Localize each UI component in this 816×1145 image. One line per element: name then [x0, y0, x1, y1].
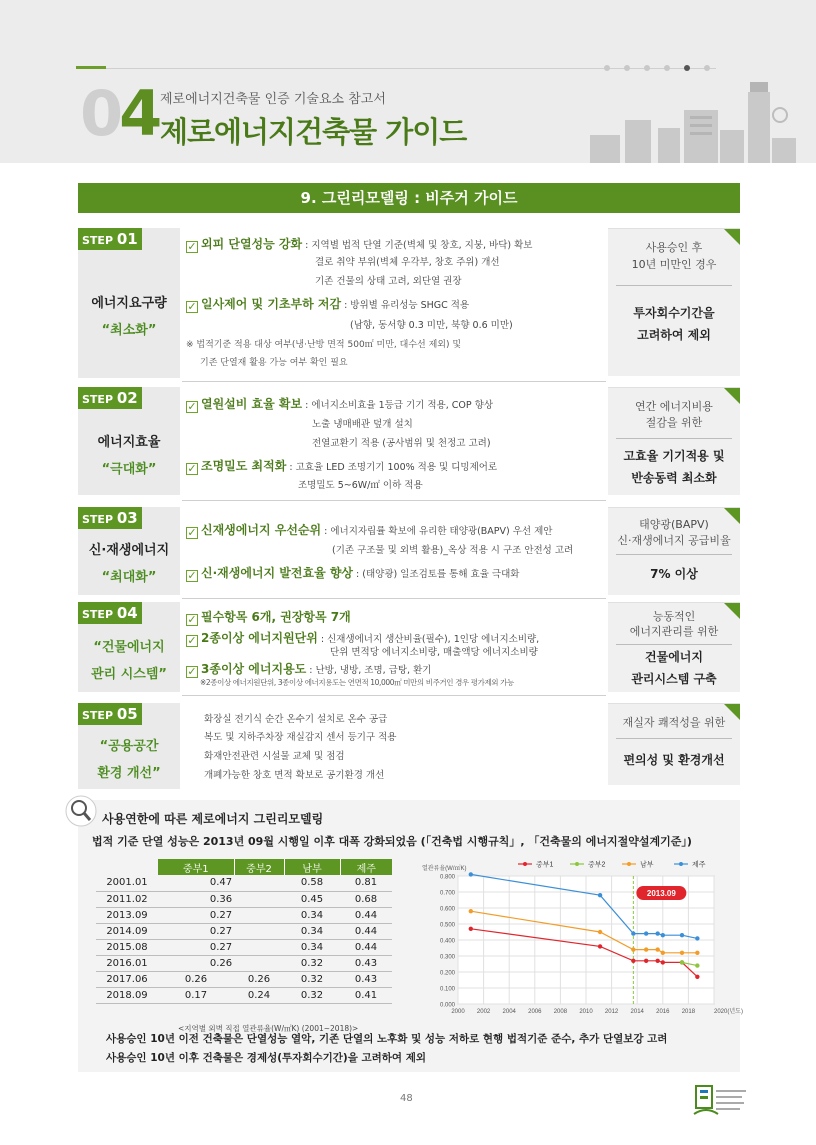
header-accent: [76, 66, 106, 69]
data-point: [661, 951, 665, 955]
table-row: 2017.06 0.26 0.26 0.32 0.43: [96, 971, 392, 987]
step-item-detail: (남향, 동서향 0.3 미만, 북향 0.6 미만): [350, 320, 513, 331]
step-item-detail: 화재안전관련 시설물 교체 및 점검: [204, 751, 345, 762]
data-point: [631, 947, 635, 951]
table-row: 2015.08 0.27 0.34 0.44: [96, 939, 392, 955]
data-point: [680, 960, 684, 964]
step-tag: STEP 05: [78, 703, 142, 725]
nav-dot: [644, 65, 650, 71]
nav-dot: [664, 65, 670, 71]
data-point: [644, 947, 648, 951]
x-tick-label: 2012: [604, 1009, 619, 1015]
table-row: 2001.01 0.47 0.58 0.81: [96, 875, 392, 891]
x-tick-label: 2008: [553, 1009, 568, 1015]
conclusion-text: 사용승인 10년 이후 건축물은 경제성(투자회수기간)을 고려하여 제외: [106, 1052, 427, 1064]
data-point: [598, 893, 602, 897]
x-tick-label: 2010: [579, 1009, 593, 1015]
u-value-line-chart: [418, 856, 743, 1026]
x-tick-label: 2016: [656, 1009, 670, 1015]
step-note: ※ 법적기준 적용 대상 여부(냉·난방 면적 500㎡ 미만, 대수선 제외) 및: [186, 340, 462, 350]
check-icon: ✓: [187, 569, 197, 582]
x-tick-label: 2006: [528, 1009, 542, 1015]
step-item: ✓ 2종이상 에너지원단위 : 신재생에너지 생산비율(필수), 1인당 에너지소비량,: [187, 631, 540, 647]
nav-dot-active: [684, 65, 690, 71]
section-title: 9. 그린리모델링 : 비주거 가이드: [78, 183, 740, 213]
step-item: ✓ 조명밀도 최적화 : 고효율 LED 조명기기 100% 적용 및 디밍제어로: [187, 459, 498, 475]
x-tick-label: 2014: [630, 1009, 644, 1015]
check-icon: ✓: [187, 462, 197, 475]
chapter-subtitle: 제로에너지건축물 인증 기술요소 참고서: [160, 92, 386, 107]
annotation-label: 2013.09: [646, 889, 676, 898]
x-tick-label: 2018: [681, 1009, 696, 1015]
step-04: [78, 602, 740, 692]
data-point: [695, 951, 699, 955]
step-tag: STEP 02: [78, 387, 142, 409]
step-item-detail: (기존 구조물 및 외벽 활용)_옥상 적용 시 구조 안전성 고려: [332, 545, 574, 556]
page-header: [0, 0, 816, 163]
nav-dot: [704, 65, 710, 71]
step-label: “공용공간 환경 개선”: [97, 739, 161, 781]
data-point: [644, 931, 648, 935]
step-item-detail: 노출 냉매배관 덮개 설치: [312, 419, 413, 430]
table-row: 2013.09 0.27 0.34 0.44: [96, 907, 392, 923]
step-divider: [182, 500, 606, 501]
x-tick-label: 2000: [451, 1009, 465, 1015]
y-tick-label: 0.300: [439, 954, 455, 961]
step-item: ✓ 신재생에너지 우선순위 : 에너지자립률 확보에 유리한 태양광(BAPV) 우선 제안: [187, 523, 553, 539]
data-point: [695, 975, 699, 979]
data-point: [631, 931, 635, 935]
step-item: ✓ 일사제어 및 기초부하 저감 : 방위별 유리성능 SHGC 적용: [187, 297, 470, 313]
step-item-detail: 개폐가능한 창호 면적 확보로 공기환경 개선: [204, 770, 385, 781]
legend-label: 중부2: [588, 861, 606, 869]
legend-label: 제주: [692, 861, 706, 869]
legend-marker: [679, 862, 683, 866]
retrofit-panel: [78, 800, 743, 1072]
x-tick-label: 2020(년도): [714, 1009, 743, 1015]
check-icon: ✓: [187, 240, 197, 253]
step-tag: STEP 04: [78, 602, 142, 624]
step-item: ✓ 필수항목 6개, 권장항목 7개: [187, 610, 351, 626]
conclusion-text: 사용승인 10년 이전 건축물은 단열성능 열악, 기존 단열의 노후화 및 성능 저하로 현행 법적기준 준수, 추가 단열보강 고려: [106, 1033, 668, 1045]
table-row: 2014.09 0.27 0.34 0.44: [96, 923, 392, 939]
data-point: [655, 947, 659, 951]
chapter-title: 제로에너지건축물 가이드: [160, 115, 467, 149]
y-tick-label: 0.800: [439, 874, 455, 881]
nav-dot: [624, 65, 630, 71]
data-point: [680, 951, 684, 955]
check-icon: ✓: [187, 300, 197, 313]
legend-marker: [575, 862, 579, 866]
y-tick-label: 0.400: [439, 938, 455, 945]
y-tick-label: 0.000: [439, 1002, 455, 1009]
zeb-logo: [692, 1080, 752, 1120]
step-note: 기존 단열재 활용 가능 여부 확인 필요: [200, 358, 348, 368]
step-note: ※2종이상 에너지원단위, 3종이상 에너지용도는 연면적 10,000㎡ 미만의 비주거인 경우 평가제외 가능: [200, 678, 514, 687]
step-divider: [182, 598, 606, 599]
step-result-box: 태양광(BAPV) 신·재생에너지 공급비율 7% 이상: [608, 507, 740, 595]
step-item-detail: 복도 및 지하주차장 재실감지 센서 등기구 적용: [204, 732, 397, 743]
check-icon: ✓: [187, 634, 197, 647]
step-02: [78, 387, 740, 495]
chapter-number: 04: [80, 77, 159, 150]
table-caption: <지역별 외벽 직접 열관류율(W/㎡K) (2001~2018)>: [178, 1024, 359, 1033]
data-point: [695, 963, 699, 967]
y-tick-label: 0.700: [439, 890, 455, 897]
data-point: [695, 936, 699, 940]
step-label: “건물에너지 관리 시스템”: [91, 640, 167, 682]
step-item: ✓ 3종이상 에너지용도 : 난방, 냉방, 조명, 급탕, 환기: [187, 662, 432, 678]
step-item-detail: 기존 건물의 상태 고려, 외단열 권장: [315, 276, 462, 287]
step-item-detail: 조명밀도 5~6W/㎡ 이하 적용: [298, 480, 423, 491]
step-divider: [182, 695, 606, 696]
data-point: [680, 933, 684, 937]
y-tick-label: 0.600: [439, 906, 455, 913]
panel-subtitle: 법적 기준 단열 성능은 2013년 09월 시행일 이후 대폭 강화되었음 (「건축법 시행규칙」, 「건축물의 에너지절약설계기준」): [92, 835, 692, 848]
step-01: [78, 228, 740, 378]
legend-marker: [523, 862, 527, 866]
table-header-row: 중부1 중부2 남부 제주: [96, 859, 392, 875]
step-result-box: 사용승인 후 10년 미만인 경우 투자회수기간을 고려하여 제외: [608, 228, 740, 376]
step-05: [78, 703, 740, 789]
check-icon: ✓: [187, 526, 197, 539]
y-tick-label: 0.500: [439, 922, 455, 929]
step-03: [78, 507, 740, 595]
legend-label: 남부: [640, 861, 654, 869]
table-row: 2016.01 0.26 0.32 0.43: [96, 955, 392, 971]
y-axis-label: 열관류율(W/㎡K): [422, 866, 467, 872]
x-tick-label: 2002: [476, 1009, 491, 1015]
check-icon: ✓: [187, 613, 197, 626]
step-item: ✓ 열원설비 효율 확보 : 에너지소비효율 1등급 기기 적용, COP 향상: [187, 397, 493, 413]
step-label: 신·재생에너지 “최대화”: [88, 543, 170, 585]
data-point: [644, 959, 648, 963]
data-point: [631, 959, 635, 963]
legend-label: 중부1: [536, 861, 554, 869]
data-point: [661, 933, 665, 937]
step-item-detail: 결로 취약 부위(벽체 우각부, 창호 주위) 개선: [315, 257, 500, 268]
step-item-detail: 전열교환기 적용 (공사범위 및 천정고 고려): [312, 438, 491, 449]
step-result-box: 능동적인 에너지관리를 위한 건물에너지 관리시스템 구축: [608, 602, 740, 692]
magnifier-icon: [64, 794, 98, 828]
data-point: [469, 909, 473, 913]
city-illustration: [580, 80, 800, 163]
legend-marker: [627, 862, 631, 866]
step-item-detail: 단위 면적당 에너지소비량, 매출액당 에너지소비량: [330, 647, 538, 658]
y-tick-label: 0.100: [439, 986, 455, 993]
step-result-box: 재실자 쾌적성을 위한 편의성 및 환경개선: [608, 703, 740, 785]
data-point: [469, 872, 473, 876]
step-divider: [182, 381, 606, 382]
step-item: ✓ 외피 단열성능 강화 : 지역별 법적 단열 기준(벽체 및 창호, 지붕, 바닥) 확보: [187, 237, 533, 253]
step-item: ✓ 신·재생에너지 발전효율 향상 : (태양광) 일조검토를 통해 효율 극대화: [187, 566, 520, 582]
data-point: [655, 931, 659, 935]
step-result-box: 연간 에너지비용 절감을 위한 고효율 기기적용 및 반송동력 최소화: [608, 387, 740, 495]
page-number: 48: [400, 1093, 413, 1104]
data-point: [661, 960, 665, 964]
step-label: 에너지효율 “극대화”: [97, 435, 161, 477]
x-tick-label: 2004: [502, 1009, 516, 1015]
panel-title: 사용연한에 따른 제로에너지 그린리모델링: [102, 812, 324, 826]
data-point: [655, 959, 659, 963]
check-icon: ✓: [187, 400, 197, 413]
step-item-detail: 화장실 전기식 순간 온수기 설치로 온수 공급: [204, 714, 388, 725]
data-point: [469, 927, 473, 931]
table-row: 2011.02 0.36 0.45 0.68: [96, 891, 392, 907]
y-tick-label: 0.200: [439, 970, 455, 977]
step-tag: STEP 01: [78, 228, 142, 250]
nav-dot: [604, 65, 610, 71]
step-label: 에너지요구량 “최소화”: [91, 296, 167, 338]
data-point: [598, 944, 602, 948]
table-row: 2018.09 0.17 0.24 0.32 0.41: [96, 987, 392, 1003]
data-point: [598, 930, 602, 934]
step-tag: STEP 03: [78, 507, 142, 529]
header-rule: [76, 68, 716, 69]
check-icon: ✓: [187, 665, 197, 678]
u-value-table: [96, 859, 392, 1004]
